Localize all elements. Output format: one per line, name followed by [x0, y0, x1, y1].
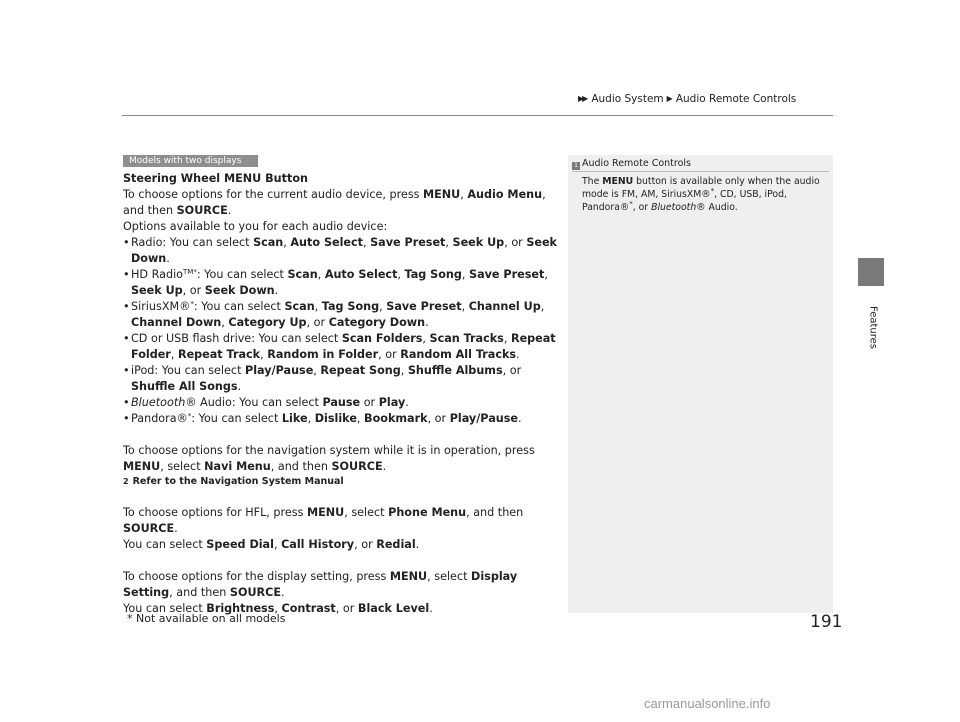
- list-item-bluetooth: • Bluetooth® Audio: You can select Pause or Play.: [123, 395, 563, 411]
- list-item-ipod: • iPod: You can select Play/Pause, Repeat Song, Shuffle Albums, or Shuffle All Songs.: [123, 363, 563, 395]
- reference-arrow-icon: 2: [123, 477, 129, 486]
- header-rule: [122, 115, 833, 116]
- hfl-paragraph: To choose options for HFL, press MENU, select Phone Menu, and then SOURCE.: [123, 506, 524, 535]
- note-rule: [572, 171, 829, 172]
- note-header: [572, 158, 691, 170]
- list-item-hd-radio: • HD Radio$^{TM*}$: You can select Scan, Auto Select, Tag Song, Save Preset, Seek Up, or Seek Down.: [123, 267, 563, 299]
- list-item-siriusxm: • SiriusXM®*: You can select Scan, Tag Song, Save Preset, Channel Up, Channel Down, Category Up, or Category Down.: [123, 299, 563, 331]
- options-intro: Options available to you for each audio device:: [123, 220, 388, 233]
- note-body: The MENU button is available only when the audio mode is FM, AM, SiriusXM®*, CD, USB, iPod, Pandora®*, or Bluetooth® Audio.: [582, 176, 820, 213]
- page-number: 191: [810, 612, 843, 632]
- double-arrow-icon: ▶▶: [578, 94, 587, 103]
- list-item-cd-usb: • CD or USB flash drive: You can select Scan Folders, Scan Tracks, Repeat Folder, Repeat Track, Random in Folder, or Random All Tracks.: [123, 331, 563, 363]
- breadcrumb-current[interactable]: Audio Remote Controls: [675, 93, 797, 105]
- hfl-options: You can select Speed Dial, Call History, or Redial.: [123, 538, 420, 551]
- audio-device-list: [123, 235, 563, 427]
- arrow-icon: ▶: [666, 94, 673, 103]
- watermark: carmanualsonline.info: [644, 696, 771, 711]
- main-content: [123, 171, 563, 617]
- models-tag: Models with two displays: [123, 155, 258, 167]
- intro-paragraph: To choose options for the current audio device, press MENU, Audio Menu, and then SOURCE.: [123, 188, 546, 217]
- navigation-manual-reference[interactable]: 2 Refer to the Navigation System Manual: [123, 476, 344, 487]
- display-options: You can select Brightness, Contrast, or Black Level.: [123, 602, 433, 615]
- section-tab-label: Features: [867, 306, 879, 349]
- note-title: Audio Remote Controls: [582, 158, 691, 169]
- section-title: Steering Wheel MENU Button: [123, 172, 308, 185]
- footnote: * Not available on all models: [127, 612, 286, 625]
- breadcrumb-parent[interactable]: Audio System: [591, 93, 664, 105]
- breadcrumb: [578, 93, 796, 105]
- list-item-pandora: • Pandora®*: You can select Like, Dislike, Bookmark, or Play/Pause.: [123, 411, 563, 427]
- list-item-radio: • Radio: You can select Scan, Auto Select, Save Preset, Seek Up, or Seek Down.: [123, 235, 563, 267]
- navi-paragraph: To choose options for the navigation system while it is in operation, press MENU, select Navi Menu, and then SOURCE.: [123, 444, 535, 473]
- note-marker-icon: 1: [572, 162, 580, 170]
- section-tab-marker: [858, 258, 884, 286]
- note-panel: [568, 155, 833, 613]
- display-paragraph: To choose options for the display setting, press MENU, select Display Setting, and then SOURCE.: [123, 570, 518, 599]
